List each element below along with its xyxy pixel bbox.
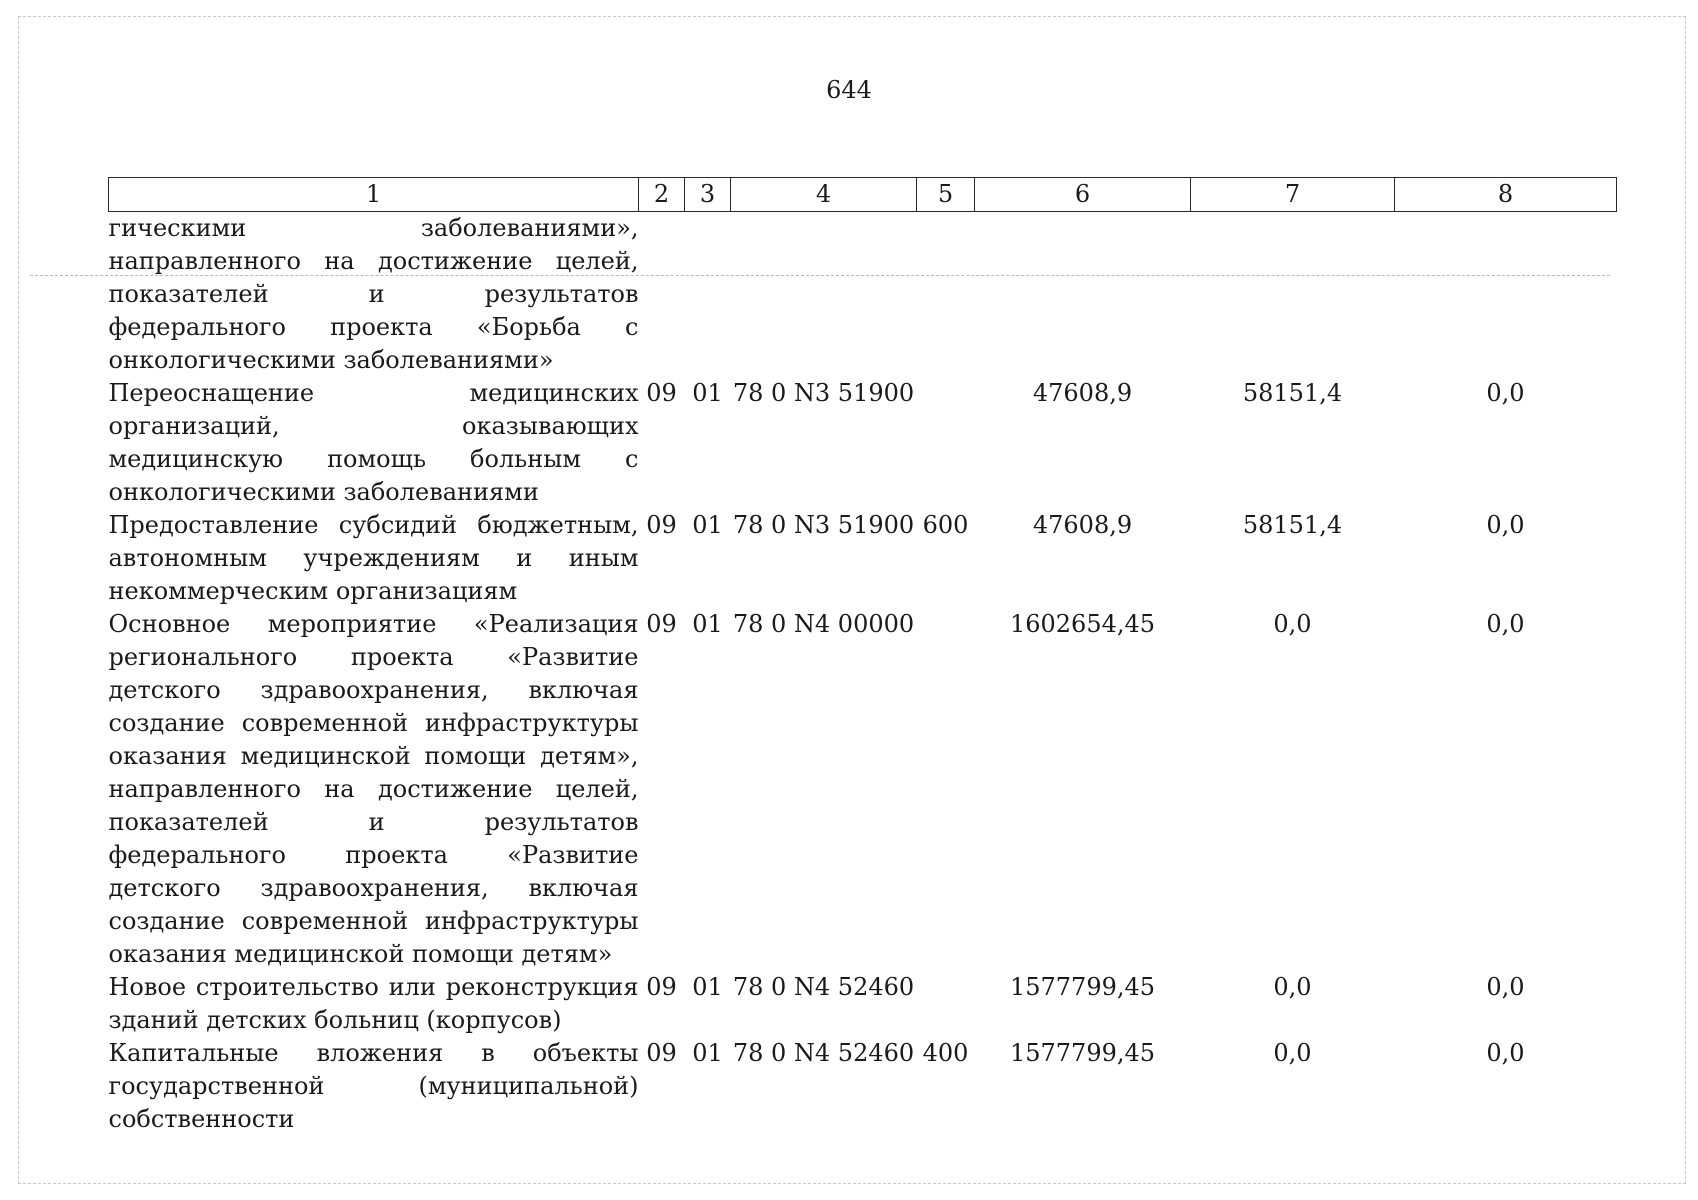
- row-expense-type: [917, 971, 975, 1037]
- row-subsection: 01: [692, 511, 723, 539]
- row-target-article: 78 0 N4 52460: [732, 973, 915, 1001]
- row-amount-year2: 58151,4: [1242, 511, 1343, 539]
- row-section: 09: [646, 511, 677, 539]
- column-header-2: 2: [639, 178, 685, 212]
- row-description: Новое строительство или реконструкция зданий детских больниц (корпусов): [108, 973, 639, 1034]
- row-amount-year3: 0,0: [1486, 379, 1525, 407]
- row-section: 09: [646, 610, 677, 638]
- row-section: 09: [646, 1039, 677, 1067]
- row-expense-type: [917, 377, 975, 509]
- row-amount-year3: 0,0: [1486, 1039, 1525, 1067]
- row-target-article: 78 0 N3 51900: [732, 379, 915, 407]
- table-row: [109, 971, 1617, 1037]
- row-description: Переоснащение медицинских организаций, оказывающих медицинскую помощь больным с онкологическими заболеваниями: [108, 379, 639, 506]
- row-amount-year2: 58151,4: [1242, 379, 1343, 407]
- column-header-1: 1: [109, 178, 639, 212]
- row-amount-year3: 0,0: [1486, 511, 1525, 539]
- row-amount-year1: 47608,9: [1032, 511, 1133, 539]
- table-row: [109, 1037, 1617, 1136]
- row-target-article: 78 0 N3 51900: [732, 511, 915, 539]
- row-target-article: 78 0 N4 00000: [732, 610, 915, 638]
- row-amount-year1: [975, 212, 1191, 378]
- row-amount-year3: 0,0: [1486, 610, 1525, 638]
- row-subsection: 01: [692, 1039, 723, 1067]
- table-row: [109, 509, 1617, 608]
- row-subsection: [685, 212, 731, 378]
- row-subsection: 01: [692, 610, 723, 638]
- row-target-article: [731, 212, 917, 378]
- column-header-8: 8: [1395, 178, 1617, 212]
- column-header-6: 6: [975, 178, 1191, 212]
- row-amount-year1: 1577799,45: [1009, 1039, 1156, 1067]
- row-description: Капитальные вложения в объекты государственной (муниципальной) собственности: [108, 1039, 639, 1133]
- row-expense-type: 600: [922, 511, 969, 539]
- row-section: 09: [646, 379, 677, 407]
- table-row: [109, 212, 1617, 378]
- row-amount-year3: 0,0: [1486, 973, 1525, 1001]
- row-expense-type: [917, 608, 975, 971]
- row-expense-type: [917, 212, 975, 378]
- budget-table: [108, 177, 1617, 1136]
- row-amount-year3: [1395, 212, 1617, 378]
- column-header-7: 7: [1191, 178, 1395, 212]
- row-description: гическими заболеваниями», направленного на достижение целей, показателей и результатов федерального проекта «Борьба с онкологическими заболеваниями»: [108, 214, 639, 374]
- column-header-5: 5: [917, 178, 975, 212]
- table-row: [109, 377, 1617, 509]
- row-section: 09: [646, 973, 677, 1001]
- row-section: [639, 212, 685, 378]
- row-subsection: 01: [692, 379, 723, 407]
- page-number: 644: [826, 76, 872, 104]
- column-header-3: 3: [685, 178, 731, 212]
- row-subsection: 01: [692, 973, 723, 1001]
- row-target-article: 78 0 N4 52460: [732, 1039, 915, 1067]
- row-expense-type: 400: [922, 1039, 969, 1067]
- table-row: [109, 608, 1617, 971]
- column-header-4: 4: [731, 178, 917, 212]
- row-description: Основное мероприятие «Реализация регионального проекта «Развитие детского здравоохранения, включая создание современной инфраструктуры оказания медицинской помощи детям», направленного на достижение целей, показателей и результатов федерального проекта «Развитие детского здравоохранения, включая создание современной инфраструктуры оказания медицинской помощи детям»: [108, 610, 639, 968]
- row-amount-year2: 0,0: [1273, 973, 1312, 1001]
- header-row: [109, 178, 1617, 212]
- row-amount-year1: 1602654,45: [1009, 610, 1156, 638]
- row-amount-year1: 1577799,45: [1009, 973, 1156, 1001]
- row-amount-year2: 0,0: [1273, 1039, 1312, 1067]
- row-amount-year1: 47608,9: [1032, 379, 1133, 407]
- row-description: Предоставление субсидий бюджетным, автономным учреждениям и иным некоммерческим организациям: [108, 511, 639, 605]
- row-amount-year2: [1191, 212, 1395, 378]
- row-amount-year2: 0,0: [1273, 610, 1312, 638]
